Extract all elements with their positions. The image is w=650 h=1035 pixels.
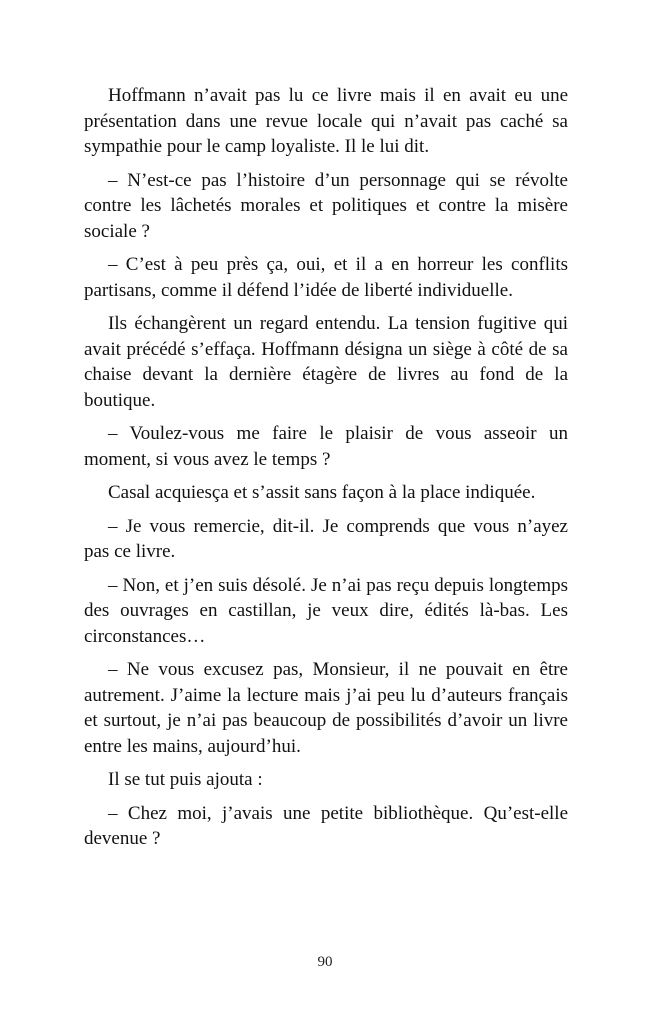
paragraph: – C’est à peu près ça, oui, et il a en horreur les conflits partisans, comme il défend l’idée de liberté individuelle.	[84, 254, 568, 301]
paragraph: – N’est-ce pas l’histoire d’un personnage qui se révolte contre les lâchetés morales et politiques et contre la misère sociale ?	[84, 169, 568, 242]
paragraph: Hoffmann n’avait pas lu ce livre mais il en avait eu une présentation dans une revue locale qui n’avait pas caché sa sympathie pour le camp loyaliste. Il le lui dit.	[84, 85, 568, 157]
page-number: 90	[317, 954, 333, 970]
paragraph: – Je vous remercie, dit-il. Je comprends que vous n’ayez pas ce livre.	[84, 515, 568, 562]
paragraph: Il se tut puis ajouta :	[108, 769, 263, 790]
paragraph: – Chez moi, j’avais une petite bibliothèque. Qu’est-elle devenue ?	[84, 802, 568, 849]
paragraph: – Ne vous excusez pas, Monsieur, il ne pouvait en être autrement. J’aime la lecture mais j’ai peu lu d’auteurs français et surtout, je n’ai pas beaucoup de possibilités d’avoir un livre entre les mains, aujourd’hui.	[84, 659, 568, 757]
paragraph: – Non, et j’en suis désolé. Je n’ai pas reçu depuis longtemps des ouvrages en castillan, je veux dire, édités là-bas. Les circonstances…	[84, 574, 568, 647]
paragraph: – Voulez-vous me faire le plaisir de vous asseoir un moment, si vous avez le temps ?	[84, 423, 568, 470]
body-text	[84, 83, 568, 860]
paragraph: Casal acquiesça et s’assit sans façon à la place indiquée.	[108, 482, 536, 503]
paragraph: Ils échangèrent un regard entendu. La tension fugitive qui avait précédé s’effaça. Hoffmann désigna un siège à côté de sa chaise devant la dernière étagère de livres au fond de la boutique.	[84, 313, 568, 411]
